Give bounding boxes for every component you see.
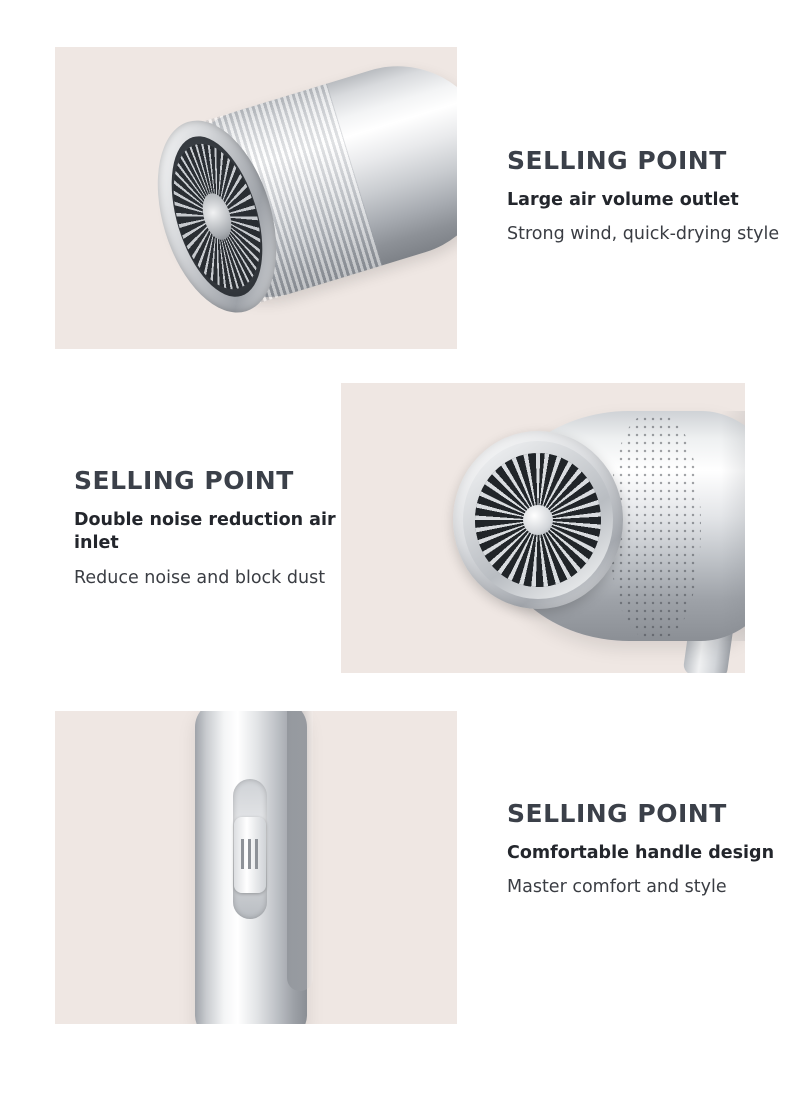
product-image-outlet	[55, 47, 457, 349]
feature-text-inlet	[74, 467, 344, 591]
barrel-shading-graphic	[721, 411, 745, 641]
nozzle-barrel-graphic	[145, 47, 457, 321]
selling-point-subtitle: Comfortable handle design	[507, 842, 775, 863]
selling-point-heading: SELLING POINT	[74, 466, 294, 495]
turbine-hub-graphic	[523, 505, 553, 535]
selling-point-description: Reduce noise and block dust	[74, 567, 326, 588]
product-image-inlet	[341, 383, 745, 673]
switch-grip-lines-graphic	[241, 839, 259, 869]
handle-edge-graphic	[287, 711, 313, 991]
inlet-cavity-graphic	[475, 453, 601, 587]
selling-point-subtitle: Large air volume outlet	[507, 189, 739, 210]
selling-point-heading: SELLING POINT	[507, 799, 727, 828]
selling-point-subtitle: Double noise reduction air inlet	[74, 509, 336, 554]
switch-knob-graphic	[234, 817, 266, 893]
selling-point-heading: SELLING POINT	[507, 146, 727, 175]
handle-grip-graphic	[195, 711, 307, 1024]
inlet-inner-ring-graphic	[463, 441, 613, 599]
selling-point-description: Strong wind, quick-drying style	[507, 224, 780, 245]
selling-point-description: Master comfort and style	[507, 877, 727, 898]
product-image-handle	[55, 711, 457, 1024]
feature-text-handle	[507, 800, 797, 901]
inlet-outer-ring-graphic	[453, 431, 623, 609]
feature-text-outlet	[507, 147, 797, 248]
